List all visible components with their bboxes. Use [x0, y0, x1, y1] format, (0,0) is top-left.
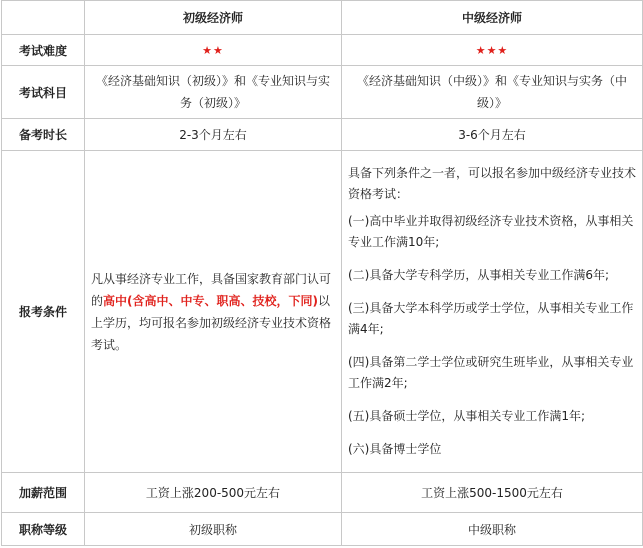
title-row: [2, 513, 643, 546]
duration-intermediate: 3-6个月左右: [342, 119, 643, 151]
difficulty-row: [2, 35, 643, 66]
duration-row: [2, 119, 643, 151]
conditions-junior-highlight: 高中(含高中、中专、职高、技校，下同): [103, 293, 318, 308]
difficulty-junior-stars: ★★: [85, 35, 342, 66]
subjects-label: 考试科目: [2, 66, 85, 119]
conditions-intermediate: [342, 151, 643, 473]
duration-junior: 2-3个月左右: [85, 119, 342, 151]
header-row: [2, 1, 643, 35]
header-empty-cell: [2, 1, 85, 35]
conditions-item: (五)具备硕士学位，从事相关专业工作满1年;: [348, 409, 586, 423]
conditions-junior-prefix: 凡从事经济专业工作，具备国家教育部门认可的: [91, 271, 332, 308]
conditions-row: [2, 151, 643, 473]
salary-intermediate: 工资上涨500-1500元左右: [342, 473, 643, 513]
title-junior: 初级职称: [85, 513, 342, 546]
subjects-row: [2, 66, 643, 119]
conditions-item: (六)具备博士学位: [348, 442, 442, 456]
header-intermediate: 中级经济师: [342, 1, 643, 35]
difficulty-label: 考试难度: [2, 35, 85, 66]
conditions-junior-suffix: 以上学历，均可报名参加初级经济专业技术资格考试。: [91, 293, 332, 352]
conditions-junior: [85, 151, 342, 473]
comparison-table: [1, 0, 643, 546]
subjects-junior: 《经济基础知识（初级）》和《专业知识与实务（初级）》: [85, 66, 342, 119]
salary-label: 加薪范围: [2, 473, 85, 513]
conditions-intro: 具备下列条件之一者，可以报名参加中级经济专业技术资格考试：: [348, 166, 637, 201]
conditions-label: 报考条件: [2, 151, 85, 473]
conditions-item: (三)具备大学本科学历或学士学位，从事相关专业工作满4年;: [348, 301, 634, 336]
title-intermediate: 中级职称: [342, 513, 643, 546]
header-junior: 初级经济师: [85, 1, 342, 35]
title-label: 职称等级: [2, 513, 85, 546]
subjects-intermediate: 《经济基础知识（中级）》和《专业知识与实务（中级）》: [342, 66, 643, 119]
salary-junior: 工资上涨200-500元左右: [85, 473, 342, 513]
salary-row: [2, 473, 643, 513]
conditions-item: (二)具备大学专科学历，从事相关专业工作满6年;: [348, 268, 610, 282]
duration-label: 备考时长: [2, 119, 85, 151]
difficulty-intermediate-stars: ★★★: [342, 35, 643, 66]
conditions-item: (一)高中毕业并取得初级经济专业技术资格，从事相关专业工作满10年;: [348, 214, 634, 249]
conditions-item: (四)具备第二学士学位或研究生班毕业，从事相关专业工作满2年;: [348, 355, 634, 390]
